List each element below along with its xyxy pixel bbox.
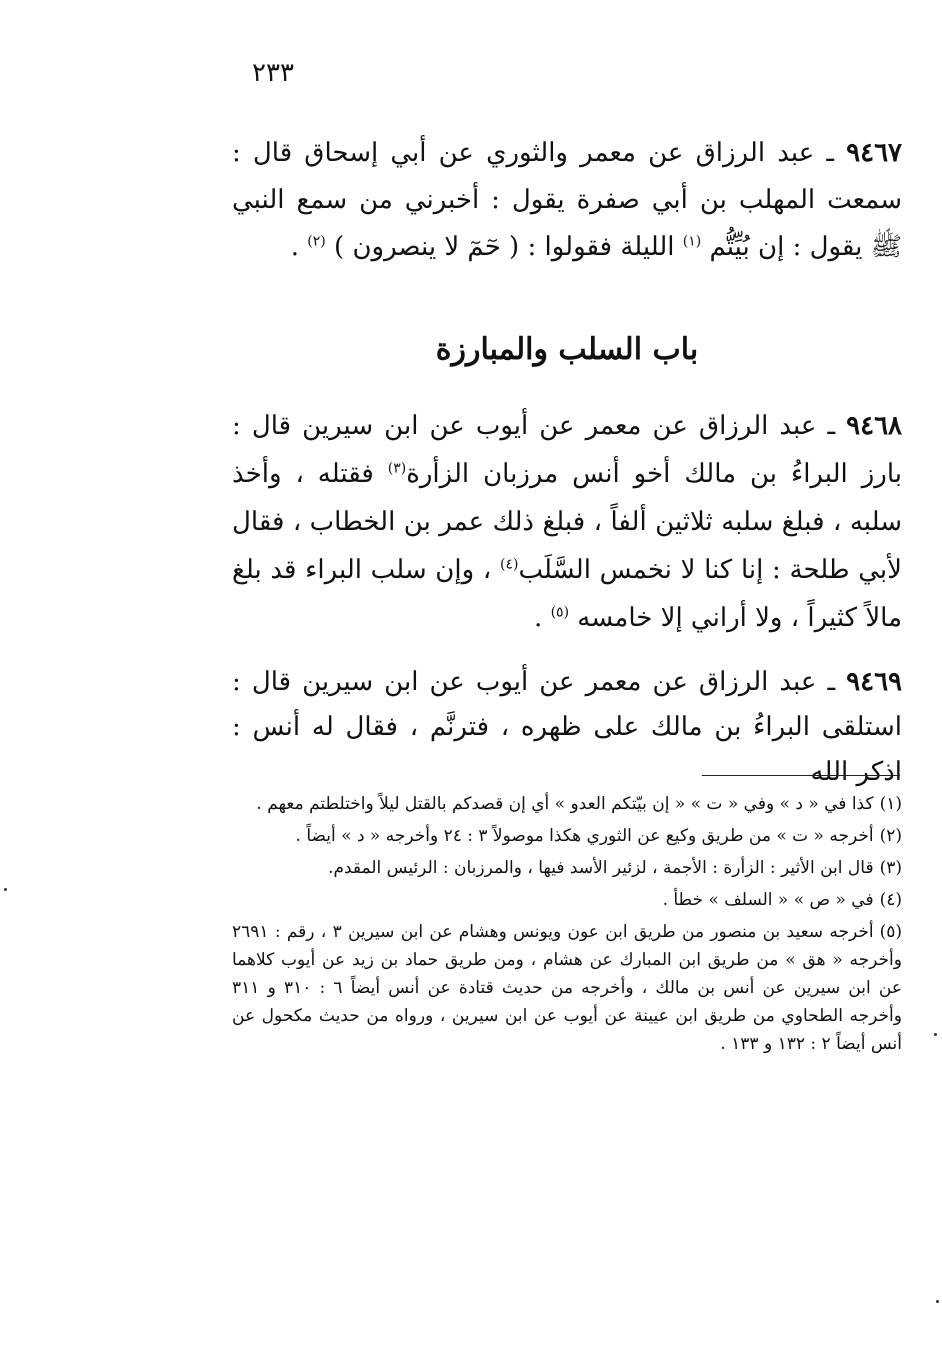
- footnote-divider: [702, 775, 900, 776]
- footnote-number: (٣): [879, 858, 902, 878]
- page-number: ٢٣٣: [252, 58, 294, 88]
- hadith-end: .: [534, 603, 551, 633]
- footnote-ref: (٢): [307, 233, 326, 250]
- hadith-text: ـ عبد الرزاق عن معمر والثوري عن أبي إسحاق قال : سمعت المهلب بن أبي صفرة يقول : أخبرني من سمع النبي ﷺ يقول : إن بُيِّتُّم: [232, 138, 902, 262]
- footnote-text: في « ص » « السلف » خطأ .: [662, 890, 874, 910]
- footnote-ref: (٥): [550, 604, 570, 621]
- hadith-text-continued: ، وإن سلب البراء قد بلغ مالاً كثيراً ، ولا أراني إلا خامسه: [232, 555, 902, 633]
- hadith-text-continued: الليلة فقولوا : ( حٓمٓ لا ينصرون ): [334, 232, 683, 262]
- footnote: [232, 790, 902, 818]
- hadith-end: .: [290, 232, 308, 262]
- hadith-number: ٩٤٦٧: [846, 138, 902, 168]
- footnote-number: (١): [879, 794, 902, 814]
- hadith-text-continued: فقتله ، وأخذ سلبه ، فبلغ سلبه ثلاثين ألفاً ، فبلغ ذلك عمر بن الخطاب ، فقال لأبي طلحة : إنا كنا لا نخمس السَّلَب: [232, 459, 902, 585]
- footnote-text: قال ابن الأثير : الزأرة : الأجمة ، لزئير الأسد فيها ، والمرزبان : الرئيس المقدم.: [328, 858, 874, 878]
- footnotes: [232, 790, 902, 1062]
- footnote-text: أخرجه « ت » من طريق وكيع عن الثوري هكذا موصولاً ٣ : ٢٤ وأخرجه « د » أيضاً .: [295, 826, 874, 846]
- footnote-number: (٤): [879, 890, 902, 910]
- footnote-ref: (١): [682, 233, 702, 250]
- footnote-text: أخرجه سعيد بن منصور من طريق ابن عون ويونس وهشام عن ابن سيرين ٣ ، رقم : ٢٦٩١ وأخرجه « هق » من طريق ابن المبارك عن هشام ، ومن طريق حماد بن زيد عن أيوب كلاهما عن ابن سيرين عن أنس بن مالك ، وأخرجه من حديث قتادة عن أنس أيضاً ٦ : ٣١٠ و ٣١١ وأخرجه الطحاوي من طريق ابن عيينة عن أيوب عن ابن سيرين ، ورواه من حديث مكحول عن أنس أيضاً ٢ : ١٣٢ و ١٣٣ .: [232, 922, 902, 1054]
- scan-speck: [936, 1300, 939, 1303]
- scan-speck: [4, 888, 7, 891]
- section-heading: باب السلب والمبارزة: [435, 332, 699, 367]
- hadith-text: ـ عبد الرزاق عن معمر عن أيوب عن ابن سيرين قال : استلقى البراءُ بن مالك على ظهره ، فترنَّم ، فقال له أنس : اذكر الله: [232, 667, 902, 787]
- hadith-number: ٩٤٦٨: [846, 411, 902, 441]
- footnote-ref: (٣): [387, 460, 407, 477]
- footnote-number: (٥): [879, 922, 902, 942]
- hadith-9467: [232, 130, 902, 271]
- footnote-text: كذا في « د » وفي « ت » « إن بيّتكم العدو » أي إن قصدكم بالقتل ليلاً واختلطتم معهم .: [256, 794, 874, 814]
- footnote-ref: (٤): [500, 556, 519, 573]
- hadith-number: ٩٤٦٩: [846, 667, 902, 697]
- footnote: [232, 886, 902, 914]
- footnote-number: (٢): [879, 826, 902, 846]
- hadith-9468: [232, 402, 902, 642]
- footnote: [232, 854, 902, 882]
- hadith-text: ـ عبد الرزاق عن معمر عن أيوب عن ابن سيرين قال : بارز البراءُ بن مالك أخو أنس مرزبان الزأرة: [232, 411, 902, 489]
- scan-speck: [934, 1033, 937, 1036]
- footnote: [232, 918, 902, 1058]
- footnote: [232, 822, 902, 850]
